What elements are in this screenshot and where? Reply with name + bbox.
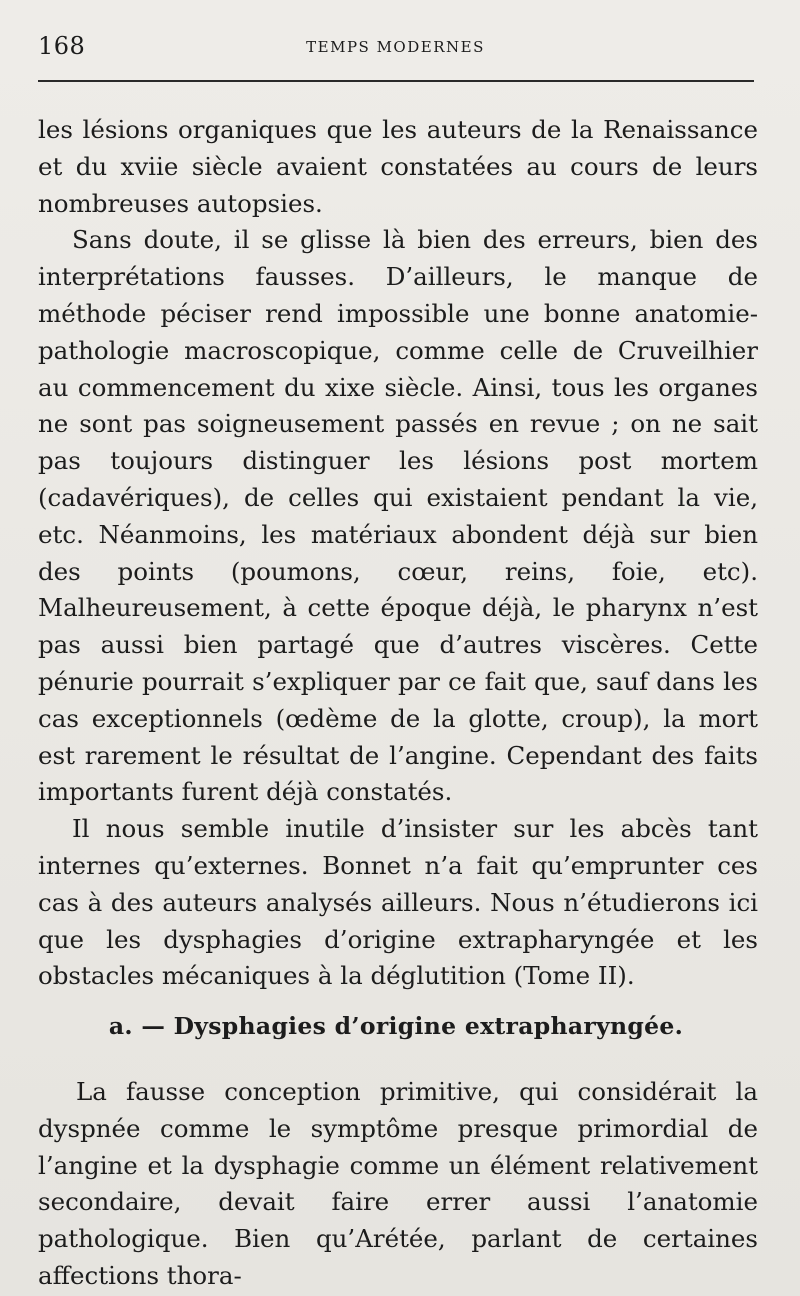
paragraph-3: Il nous semble inutile d’insister sur les abcès tant internes qu’externes. Bonnet n’a fait qu’emprunter ces cas à des auteurs analysés ailleurs. Nous n’étudierons ici que les dysphagies d’origine extrapharyngée et les obstacles mécaniques à la déglutition (Tome II). [38, 814, 758, 991]
section-text [38, 1074, 758, 1295]
body-text [38, 112, 758, 995]
section-paragraph: La fausse conception primitive, qui considérait la dyspnée comme le symptôme presque primordial de l’angine et la dysphagie comme un élément relativement secondaire, devait faire errer aussi l’anatomie pathologique. Bien qu’Arétée, parlant de certaines affections thora- [38, 1077, 758, 1290]
page-header [38, 32, 753, 62]
section-heading: a. — Dysphagies d’origine extrapharyngée. [108, 1012, 684, 1040]
paragraph-1: les lésions organiques que les auteurs de la Renaissance et du xviie siècle avaient constatées au cours de leurs nombreuses autopsies. [38, 115, 758, 218]
header-rule [38, 80, 754, 82]
running-head: TEMPS MODERNES [306, 38, 485, 56]
paragraph-2: Sans doute, il se glisse là bien des erreurs, bien des interprétations fausses. D’ailleurs, le manque de méthode péciser rend impossible une bonne anatomie-pathologie macroscopique, comme celle de Cruveilhier au commencement du xixe siècle. Ainsi, tous les organes ne sont pas soigneusement passés en revue ; on ne sait pas toujours distinguer les lésions post mortem (cadavériques), de celles qui existaient pendant la vie, etc. Néanmoins, les matériaux abondent déjà sur bien des points (poumons, cœur, reins, foie, etc). Malheureusement, à cette époque déjà, le pharynx n’est pas aussi bien partagé que d’autres viscères. Cette pénurie pourrait s’expliquer par ce fait que, sauf dans les cas exceptionnels (œdème de la glotte, croup), la mort est rarement le résultat de l’angine. Cependant des faits importants furent déjà constatés. [38, 225, 758, 807]
page-number: 168 [38, 32, 86, 60]
